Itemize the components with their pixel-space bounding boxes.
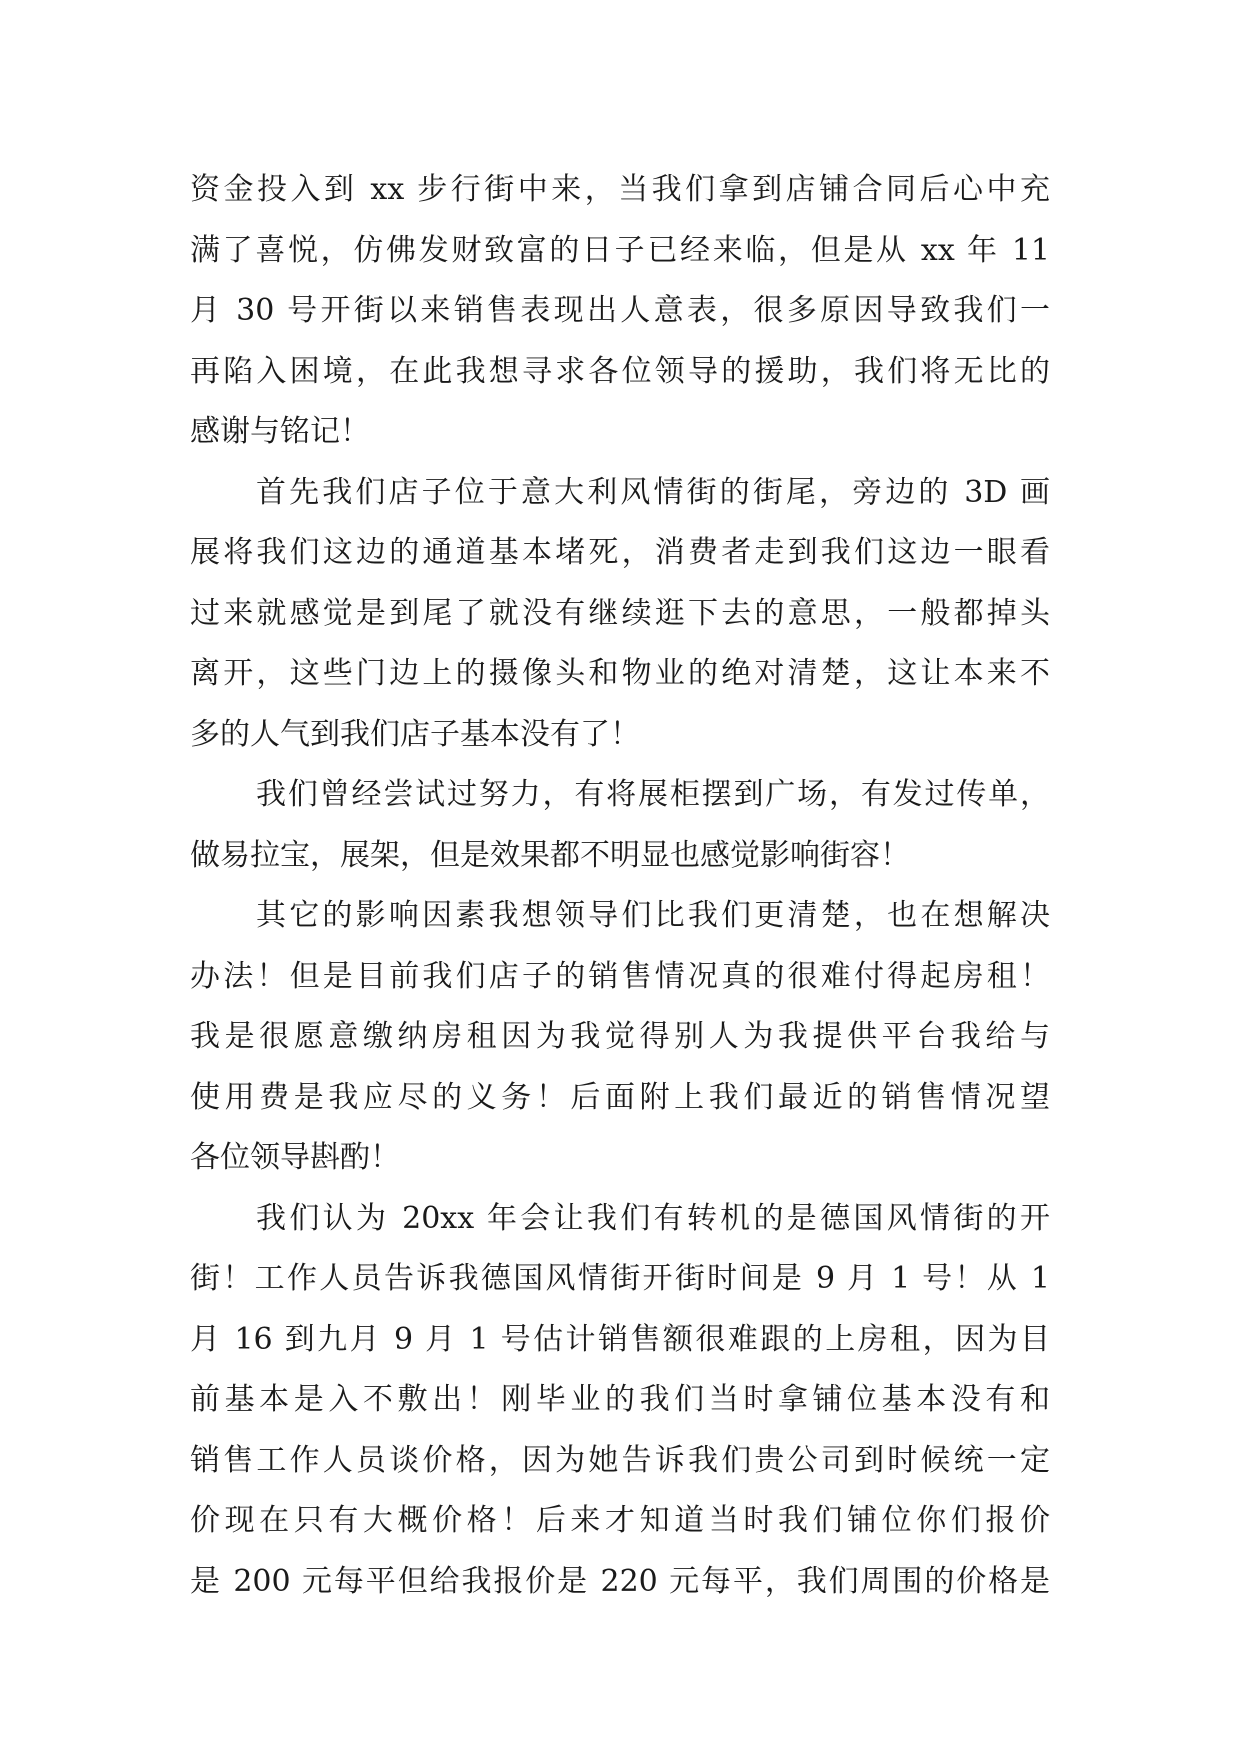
document-body [190, 160, 1050, 1612]
text-line: 离开，这些门边上的摄像头和物业的绝对清楚，这让本来不 [190, 656, 1050, 691]
text-line: 满了喜悦，仿佛发财致富的日子已经来临，但是从 xx 年 11 [190, 232, 1050, 268]
text-line: 再陷入困境，在此我想寻求各位领导的援助，我们将无比的 [190, 353, 1050, 389]
paragraph-first-line: 首先我们店子位于意大利风情街的街尾，旁边的 3D 画 [256, 474, 1050, 510]
text-line: 使用费是我应尽的义务！后面附上我们最近的销售情况望 [190, 1079, 1050, 1115]
text-line: 资金投入到 xx 步行街中来，当我们拿到店铺合同后心中充 [190, 172, 1050, 207]
text-line: 街！工作人员告诉我德国风情街开街时间是 9 月 1 号！从 1 [190, 1261, 1050, 1296]
text-line: 办法！但是目前我们店子的销售情况真的很难付得起房租！ [190, 958, 1050, 994]
text-line: 销售工作人员谈价格，因为她告诉我们贵公司到时候统一定 [190, 1442, 1050, 1478]
paragraph-first-line: 我们曾经尝试过努力，有将展柜摆到广场，有发过传单， [256, 777, 1050, 812]
text-line: 价现在只有大概价格！后来才知道当时我们铺位你们报价 [190, 1503, 1050, 1538]
paragraph-first-line: 我们认为 20xx 年会让我们有转机的是德国风情街的开 [256, 1200, 1050, 1236]
text-line: 做易拉宝，展架，但是效果都不明显也感觉影响街容！ [190, 837, 910, 873]
text-line: 月 16 到九月 9 月 1 号估计销售额很难跟的上房租，因为目 [190, 1321, 1050, 1357]
text-line: 各位领导斟酌！ [190, 1140, 400, 1175]
text-line: 过来就感觉是到尾了就没有继续逛下去的意思，一般都掉头 [190, 595, 1050, 631]
text-line: 展将我们这边的通道基本堵死，消费者走到我们这边一眼看 [190, 535, 1050, 570]
text-line: 多的人气到我们店子基本没有了！ [190, 716, 640, 752]
text-line: 月 30 号开街以来销售表现出人意表，很多原因导致我们一 [190, 293, 1050, 328]
paragraph-first-line: 其它的影响因素我想领导们比我们更清楚，也在想解决 [256, 898, 1050, 933]
text-line: 前基本是入不敷出！刚毕业的我们当时拿铺位基本没有和 [190, 1382, 1050, 1417]
text-line: 感谢与铭记！ [190, 414, 370, 449]
text-line: 我是很愿意缴纳房租因为我觉得别人为我提供平台我给与 [190, 1019, 1050, 1054]
text-line: 是 200 元每平但给我报价是 220 元每平，我们周围的价格是 [190, 1563, 1050, 1599]
